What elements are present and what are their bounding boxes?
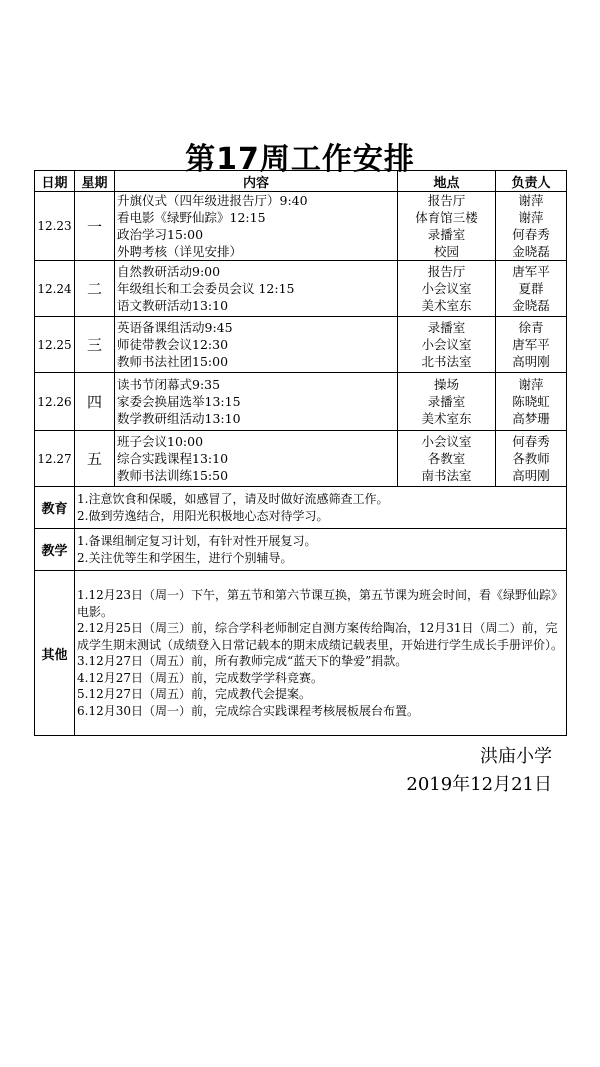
list-item: 3.12月27日（周五）前，所有教师完成“蓝天下的挚爱”捐款。 [77, 654, 408, 668]
list-item: 美术室东 [421, 411, 472, 426]
list-item: 何春秀 [512, 434, 550, 449]
place-cell [398, 261, 496, 317]
date-cell: 12.27 [35, 431, 75, 487]
header-content: 内容 [115, 171, 398, 192]
list-item: 南书法室 [421, 468, 472, 483]
list-item: 唐军平 [512, 264, 550, 279]
list-item: 2.关注优等生和学困生，进行个别辅导。 [77, 550, 293, 565]
list-item: 陈晓虹 [512, 394, 550, 409]
list-item: 读书节闭幕式9:35 [117, 377, 221, 392]
list-item: 各教师 [512, 451, 550, 466]
list-item: 4.12月27日（周五）前，完成数学学科竞赛。 [77, 670, 323, 685]
list-item: 家委会换届选举13:15 [117, 394, 241, 409]
header-date: 日期 [35, 171, 75, 192]
school-name: 洪庙小学 [480, 746, 552, 767]
list-item: 唐军平 [512, 337, 550, 352]
page-title: 第17周工作安排 [185, 142, 415, 177]
header-weekday: 星期 [75, 171, 115, 192]
list-item: 年级组长和工会委员会议 12:15 [117, 281, 295, 296]
person-cell [496, 261, 567, 317]
list-item: 英语备课组活动9:45 [117, 320, 233, 335]
list-item: 教师书法训练15:50 [117, 468, 229, 483]
date-cell: 12.26 [35, 373, 75, 431]
list-item: 数学教研组活动13:10 [117, 411, 241, 426]
table-row [35, 192, 567, 261]
header-person: 负责人 [496, 171, 567, 192]
weekday-cell: 四 [75, 373, 115, 431]
table-row [35, 261, 567, 317]
place-cell [398, 373, 496, 431]
content-cell [115, 261, 398, 317]
other-row [35, 571, 567, 736]
list-item: 2.12月25日（周三）前，综合学科老师制定自测方案传给陶冶，12月31日（周二）前，完成学生期末测试（成绩登入日常记载本的期末成绩记载表里，开始进行学生成长手册评价）。 [77, 621, 564, 652]
header-place: 地点 [398, 171, 496, 192]
weekday-cell: 五 [75, 431, 115, 487]
list-item: 夏群 [518, 281, 544, 296]
weekday-cell: 三 [75, 317, 115, 373]
list-item: 校园 [433, 244, 459, 259]
table-header-row [35, 171, 567, 192]
list-item: 师徒带教会议12:30 [117, 337, 229, 352]
teaching-notes [75, 529, 567, 571]
list-item: 录播室 [427, 227, 466, 242]
list-item: 教师书法社团15:00 [117, 354, 229, 369]
list-item: 小会议室 [421, 434, 472, 449]
content-cell [115, 192, 398, 261]
list-item: 谢萍 [518, 210, 544, 225]
list-item: 看电影《绿野仙踪》12:15 [117, 210, 266, 225]
list-item: 谢萍 [518, 193, 544, 208]
list-item: 2.做到劳逸结合，用阳光积极地心态对待学习。 [77, 508, 329, 523]
list-item: 报告厅 [427, 264, 466, 279]
issue-date: 2019年12月21日 [406, 774, 552, 795]
list-item: 高梦珊 [512, 411, 550, 426]
person-cell [496, 373, 567, 431]
list-item: 语文教研活动13:10 [117, 298, 229, 313]
person-cell [496, 317, 567, 373]
date-cell: 12.25 [35, 317, 75, 373]
list-item: 录播室 [427, 320, 466, 335]
education-label: 教育 [35, 487, 75, 529]
other-notes [75, 571, 567, 736]
list-item: 谢萍 [518, 377, 544, 392]
content-cell [115, 373, 398, 431]
list-item: 外聘考核（详见安排） [117, 244, 243, 259]
list-item: 小会议室 [421, 337, 472, 352]
education-row [35, 487, 567, 529]
list-item: 高明刚 [512, 468, 550, 483]
education-notes [75, 487, 567, 529]
list-item: 北书法室 [421, 354, 472, 369]
table-row [35, 373, 567, 431]
list-item: 1.注意饮食和保暖，如感冒了，请及时做好流感筛查工作。 [77, 492, 389, 506]
place-cell [398, 192, 496, 261]
table-row [35, 317, 567, 373]
list-item: 自然教研活动9:00 [117, 264, 221, 279]
place-cell [398, 431, 496, 487]
list-item: 录播室 [427, 394, 466, 409]
list-item: 小会议室 [421, 281, 472, 296]
schedule-table [34, 170, 567, 736]
list-item: 报告厅 [427, 193, 466, 208]
list-item: 美术室东 [421, 298, 472, 313]
list-item: 何春秀 [512, 227, 550, 242]
list-item: 6.12月30日（周一）前，完成综合实践课程考核展板展台布置。 [77, 703, 419, 718]
list-item: 综合实践课程13:10 [117, 451, 229, 466]
list-item: 操场 [433, 377, 459, 392]
date-cell: 12.23 [35, 192, 75, 261]
teaching-row [35, 529, 567, 571]
list-item: 各教室 [427, 451, 466, 466]
date-cell: 12.24 [35, 261, 75, 317]
list-item: 政治学习15:00 [117, 227, 204, 242]
weekday-cell: 一 [75, 192, 115, 261]
person-cell [496, 431, 567, 487]
list-item: 金晓磊 [512, 244, 550, 259]
list-item: 1.备课组制定复习计划，有针对性开展复习。 [77, 534, 317, 548]
teaching-label: 教学 [35, 529, 75, 571]
list-item: 高明刚 [512, 354, 550, 369]
other-label: 其他 [35, 571, 75, 736]
list-item: 5.12月27日（周五）前，完成教代会提案。 [77, 687, 311, 701]
table-row [35, 431, 567, 487]
list-item: 升旗仪式（四年级进报告厅）9:40 [117, 193, 308, 208]
list-item: 徐青 [518, 320, 544, 335]
list-item: 班子会议10:00 [117, 434, 204, 449]
list-item: 1.12月23日（周一）下午，第五节和第六节课互换，第五节课为班会时间，看《绿野仙踪》电影。 [77, 588, 563, 619]
content-cell [115, 431, 398, 487]
person-cell [496, 192, 567, 261]
content-cell [115, 317, 398, 373]
weekday-cell: 二 [75, 261, 115, 317]
list-item: 体育馆三楼 [415, 210, 478, 225]
place-cell [398, 317, 496, 373]
list-item: 金晓磊 [512, 298, 550, 313]
